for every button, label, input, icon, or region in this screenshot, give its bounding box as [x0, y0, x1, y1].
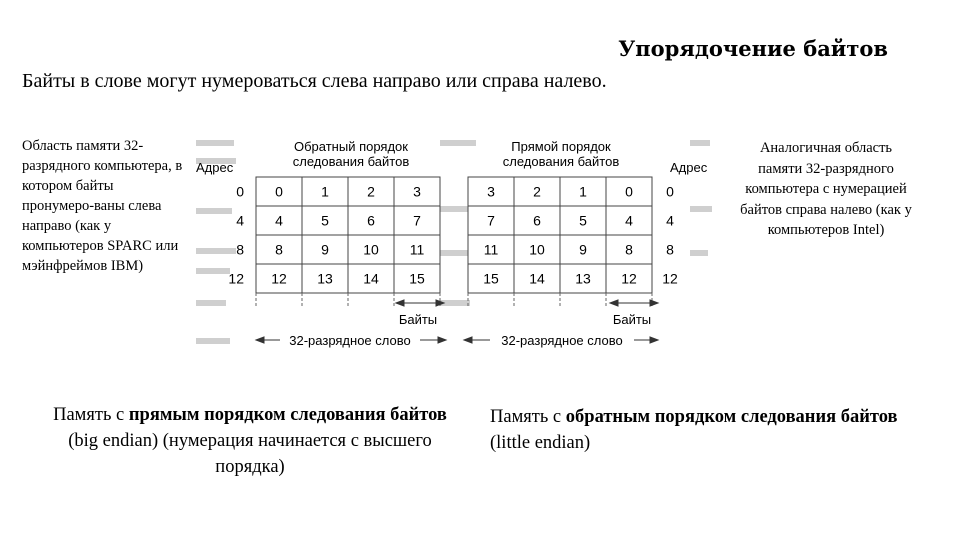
right-cell-value: 13 [575, 270, 591, 287]
left-cell-value: 12 [271, 270, 287, 287]
left-address-value: 4 [236, 212, 244, 229]
left-address-value: 8 [236, 241, 244, 258]
right-address-value: 4 [666, 212, 674, 229]
left-cell-value: 2 [367, 183, 375, 200]
left-word-arrow-head [256, 337, 264, 343]
right-address-value: 8 [666, 241, 674, 258]
right-cell-value: 3 [487, 183, 495, 200]
right-word-label: 32-разрядное слово [501, 333, 623, 348]
left-cell-value: 1 [321, 183, 329, 200]
left-word-arrow-head-right [438, 337, 446, 343]
left-cell-value: 10 [363, 241, 379, 258]
right-address-value: 0 [666, 183, 674, 200]
left-header-line1: Обратный порядок [294, 139, 408, 154]
left-address-label: Адрес [196, 160, 234, 175]
right-cell-value: 9 [579, 241, 587, 258]
right-cell-value: 10 [529, 241, 545, 258]
right-cell-value: 2 [533, 183, 541, 200]
left-header-line2: следования байтов [292, 154, 410, 169]
left-cell-value: 7 [413, 212, 421, 229]
left-cell-value: 15 [409, 270, 425, 287]
left-cell-value: 4 [275, 212, 283, 229]
caption-big-endian-part1: Память с [53, 405, 129, 425]
right-address-label: Адрес [670, 160, 708, 175]
right-cell-value: 5 [579, 212, 587, 229]
right-cell-value: 0 [625, 183, 633, 200]
right-byte-arrow-head-right [650, 300, 658, 306]
caption-big-endian-bold: прямым порядком следования байтов [128, 405, 447, 425]
left-cell-value: 11 [409, 241, 425, 258]
left-word-label: 32-разрядное слово [289, 333, 411, 348]
left-byte-label: Байты [398, 312, 438, 327]
right-cell-value: 1 [579, 183, 587, 200]
right-byte-table [468, 177, 678, 307]
caption-big-endian [40, 402, 460, 480]
left-cell-value: 8 [275, 241, 283, 258]
right-header-line2: следования байтов [502, 154, 620, 169]
right-word-arrow-head [464, 337, 472, 343]
right-cell-value: 4 [625, 212, 633, 229]
left-cell-value: 0 [275, 183, 283, 200]
right-header-line1: Прямой порядок [511, 139, 611, 154]
right-word-arrow-head-right [650, 337, 658, 343]
right-address-value: 12 [662, 270, 678, 287]
caption-little-endian-part3: (little endian) [490, 433, 591, 453]
left-cell-value: 3 [413, 183, 421, 200]
caption-big-endian-part3: (big endian) (нумерация начинается с высшего порядка) [68, 431, 432, 477]
left-cell-value: 5 [321, 212, 329, 229]
page-subtitle: Байты в слове могут нумероваться слева направо или справа налево. [22, 70, 607, 92]
right-cell-value: 14 [529, 270, 545, 287]
left-byte-table [228, 177, 440, 307]
right-byte-label: Байты [612, 312, 652, 327]
left-cell-value: 9 [321, 241, 329, 258]
left-cell-value: 6 [367, 212, 375, 229]
left-cell-value: 14 [363, 270, 379, 287]
right-cell-value: 7 [487, 212, 495, 229]
right-cell-value: 11 [483, 241, 499, 258]
caption-little-endian [490, 404, 930, 456]
right-cell-value: 8 [625, 241, 633, 258]
page-title: Упорядочение байтов [618, 36, 888, 61]
right-note: Аналогичная область памяти 32-разрядного компьютера с нумерацией байтов справа налево (как у компьютеров Intel) [740, 140, 912, 238]
left-byte-arrow-head-left [396, 300, 404, 306]
left-cell-value: 13 [317, 270, 333, 287]
caption-little-endian-part1: Память с [490, 407, 566, 427]
right-byte-arrow-head-left [610, 300, 618, 306]
right-cell-value: 15 [483, 270, 499, 287]
left-address-value: 0 [236, 183, 244, 200]
left-address-value: 12 [228, 270, 244, 287]
left-note: Область памяти 32-разрядного компьютера, в котором байты пронумеро-ваны слева направо (как у компьютеров SPARC или мэйнфреймов IBM) [22, 138, 183, 274]
caption-little-endian-bold: обратным порядком следования байтов [565, 407, 898, 427]
right-cell-value: 6 [533, 212, 541, 229]
right-cell-value: 12 [621, 270, 637, 287]
